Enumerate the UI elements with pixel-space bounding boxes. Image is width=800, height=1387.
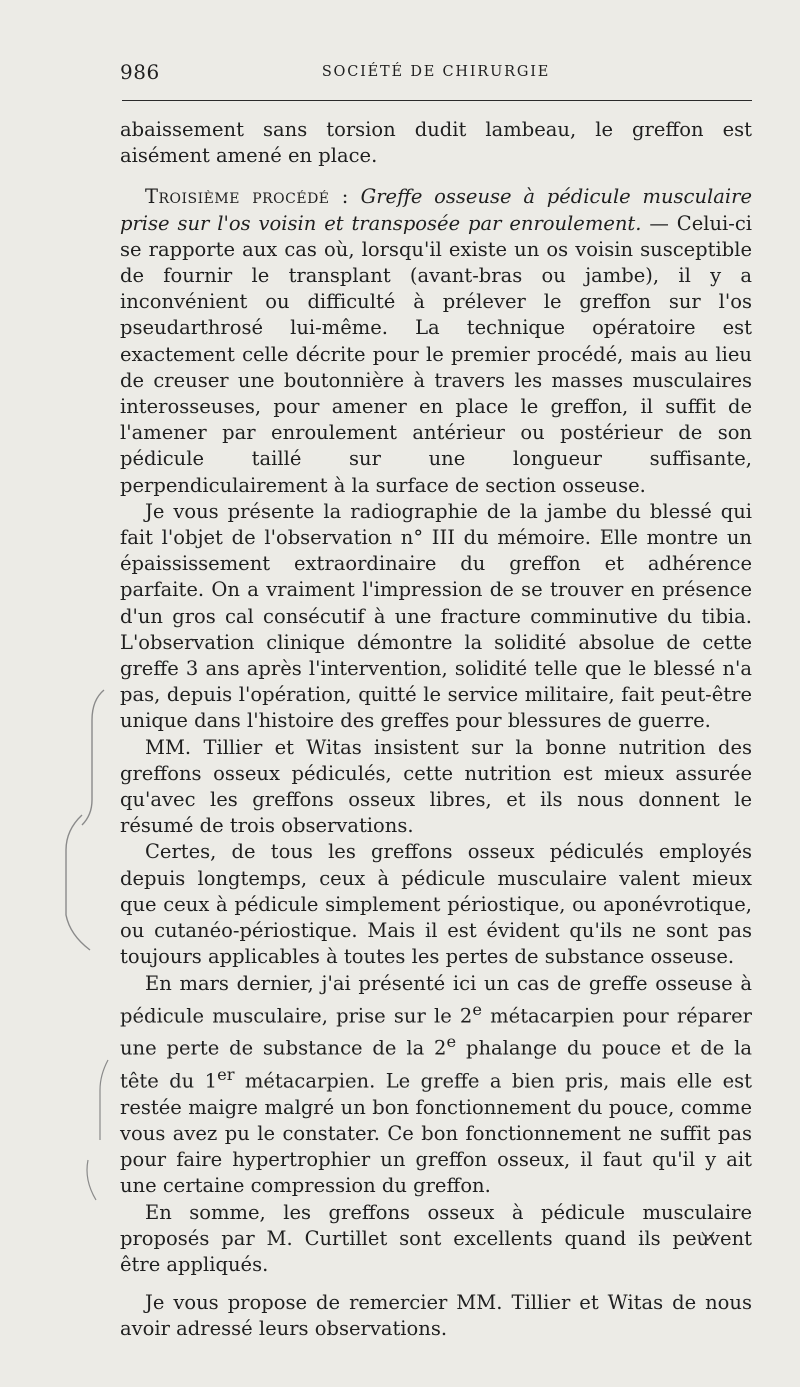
section-title-italic: Greffe osseuse à pédicule musculaire prise sur l'os voisin et transposée par enroulement. (120, 185, 752, 235)
paragraph-summary: En somme, les greffons osseux à pédicule musculaire proposés par M. Curtillet sont excellents quand ils peuvent être appliqués. (120, 1200, 752, 1277)
pencil-caret-mark (702, 1232, 714, 1240)
pencil-bracket-bottom (87, 1160, 96, 1200)
paragraph-continuation: abaissement sans torsion dudit lambeau, le greffon est aisément amené en place. (120, 118, 752, 168)
paragraph-conclusion: Je vous propose de remercier MM. Tillier et Witas de nous avoir adressé leurs observations. (120, 1291, 752, 1341)
paragraph-nutrition: MM. Tillier et Witas insistent sur la bonne nutrition des greffons osseux pédiculés, cette nutrition est mieux assurée qu'avec les greffons osseux libres, et ils nous donnent le résumé de trois observations. (120, 735, 752, 838)
paragraph-march-case: En mars dernier, j'ai présenté ici un cas de greffe osseuse à pédicule musculaire, prise sur le 2e métacarpien pour réparer une perte de substance de la 2e phalange du pouce et de la tête du 1er métacarpien. Le greffe a bien pris, mais elle est restée maigre malgré un bon fonctionnement du pouce, comme vous avez pu le constater. Ce bon fonctionnement ne suffit pas pour faire hypertrophier un greffon osseux, il faut qu'il y ait une certaine compression du greffon. (120, 971, 752, 1198)
pencil-bracket-lower (100, 1060, 108, 1140)
paragraph-third-procedure: Troisième procédé : Greffe osseuse à pédicule musculaire prise sur l'os voisin et transposée par enroulement. — Celui-ci se rapporte aux cas où, lorsqu'il existe un os voisin susceptible de fournir le transplant (avant-bras ou jambe), il y a inconvénient ou difficulté à prélever le greffon sur l'os pseudarthrosé lui-même. La technique opératoire est exactement celle décrite pour le premier procédé, mais au lieu de creuser une boutonnière à travers les masses musculaires interosseuses, pour amener en place le greffon, il suffit de l'amener par enroulement antérieur ou postérieur de son pédicule taillé sur une longueur suffisante, perpendiculairement à la surface de section osseuse. (120, 185, 753, 497)
pencil-bracket-upper (82, 690, 104, 825)
section-lead: Troisième procédé : (145, 185, 349, 209)
pencil-bracket-middle (66, 815, 90, 950)
paragraph-pedicle-grafts: Certes, de tous les greffons osseux pédiculés employés depuis longtemps, ceux à pédicule musculaire valent mieux que ceux à pédicule simplement périostique, ou aponévrotique, ou cutanéo-périostique. Mais il est évident qu'ils ne sont pas toujours applicables à toutes les pertes de substance osseuse. (120, 840, 752, 969)
page-number: 986 (120, 60, 160, 84)
running-title: SOCIÉTÉ DE CHIRURGIE (321, 64, 551, 80)
paragraph-radiography: Je vous présente la radiographie de la jambe du blessé qui fait l'objet de l'observation n° III du mémoire. Elle montre un épaississement extraordinaire du greffon et adhérence parfaite. On a vraiment l'impression de se trouver en présence d'un gros cal consécutif à une fracture comminutive du tibia. L'observation clinique démontre la solidité absolue de cette greffe 3 ans après l'intervention, solidité telle que le blessé n'a pas, depuis l'opération, quitté le service militaire, fait peut-être unique dans l'histoire des greffes pour blessures de guerre. (120, 499, 752, 733)
